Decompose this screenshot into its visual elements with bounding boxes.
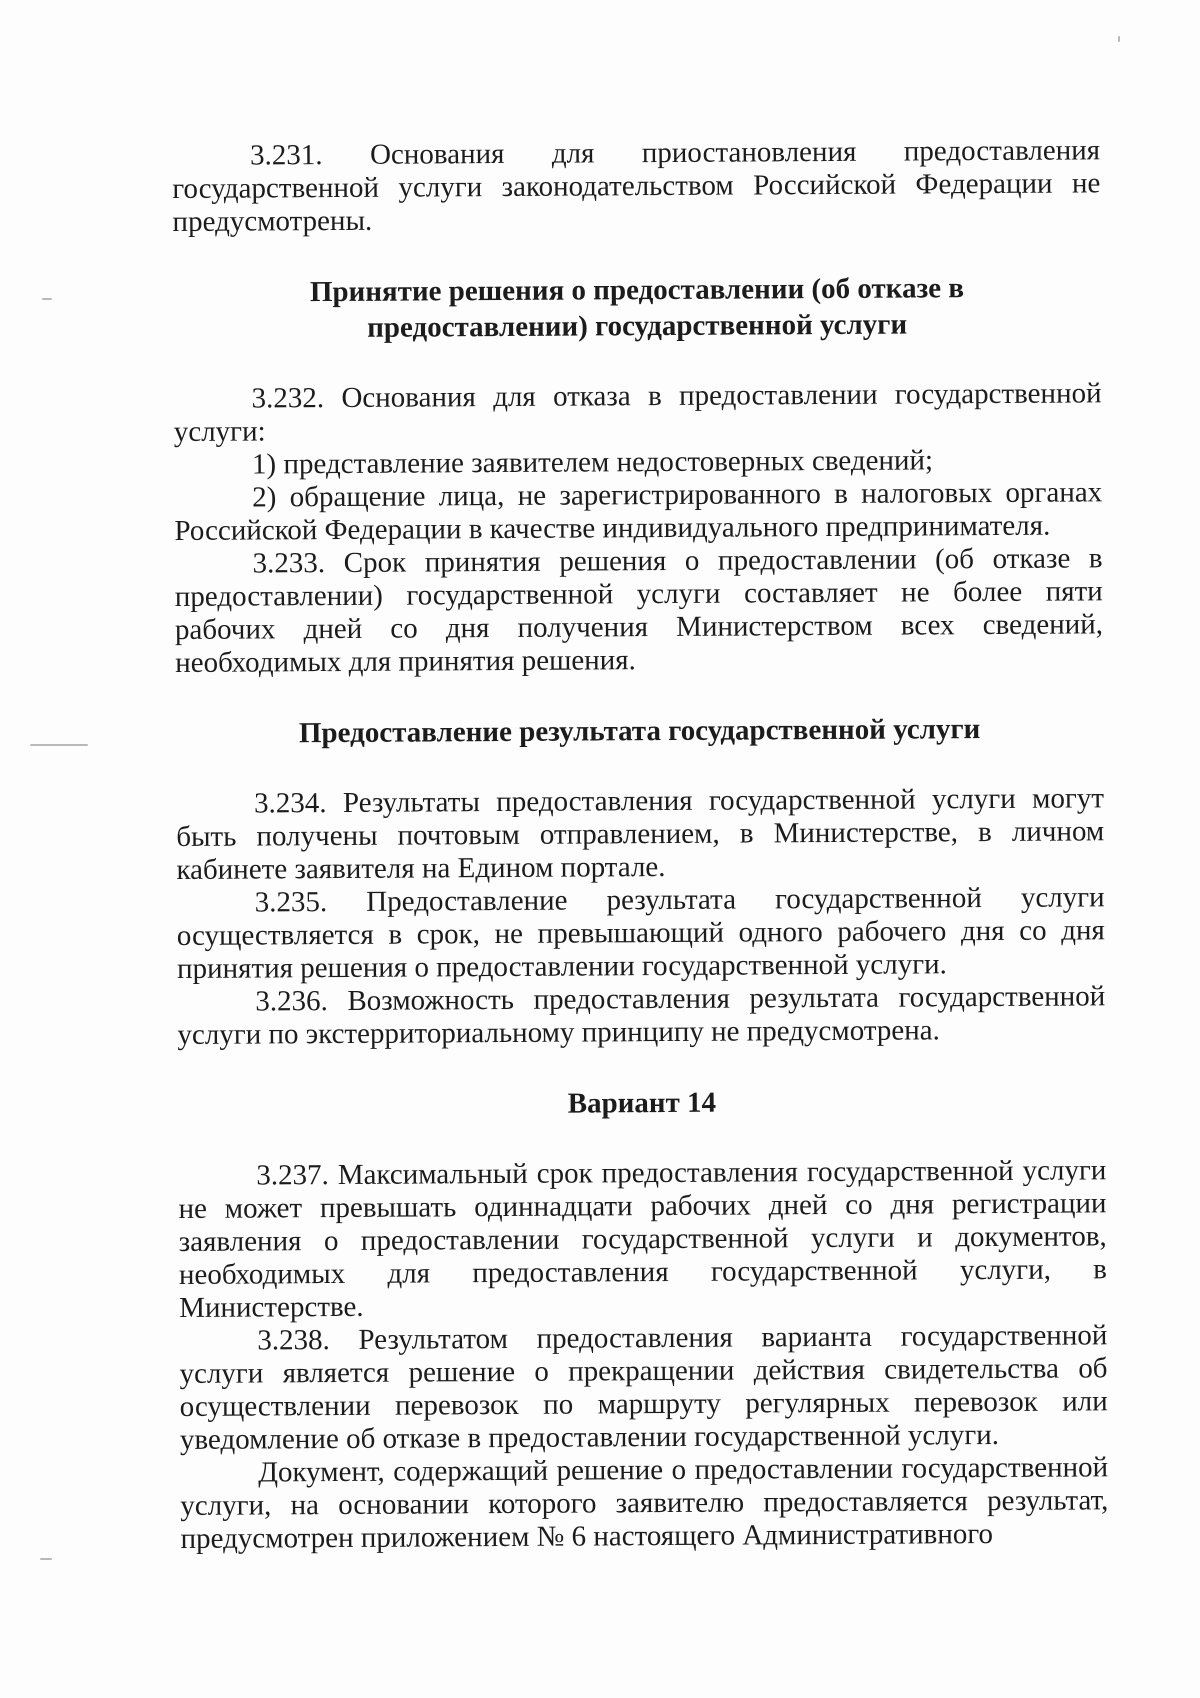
- spacer: [178, 1046, 1106, 1088]
- spacer: [178, 1118, 1106, 1160]
- spacer: [176, 746, 1104, 788]
- section-heading-variant: Вариант 14: [567, 1086, 717, 1120]
- paragraph-3-235: 3.235. Предоставление результата государственной услуги осуществляется в срок, не превышающий одного рабочего дня со дня принятия решения о предоставлении государственной услуги.: [176, 881, 1105, 985]
- scan-speck: [42, 298, 52, 300]
- spacer: [173, 341, 1101, 383]
- paragraph-document: Документ, содержащий решение о предоставлении государственной услуги, на основании которого заявителю предоставляется результат, предусмотрен приложением № 6 настоящего Административного: [180, 1451, 1109, 1555]
- document-body: [172, 134, 1109, 1556]
- paragraph-3-233: 3.233. Срок принятия решения о предоставлении (об отказе в предоставлении) государственной услуги составляет не более пяти рабочих дней со дня получения Министерством всех сведений, необходимых для принятия решения.: [174, 542, 1104, 679]
- heading-line-1: Принятие решения о предоставлении (об отказе в: [309, 272, 965, 309]
- section-heading-decision: [173, 269, 1101, 347]
- heading-line-2: предоставлении) государственной услуги: [367, 308, 908, 344]
- paragraph-3-238: 3.238. Результатом предоставления варианта государственной услуги является решение о прекращении действия свидетельства об осуществлении перевозок по маршруту регулярных перевозок или уведомление об отказе в предоставлении государственной услуги.: [179, 1319, 1108, 1456]
- section-heading-result: Предоставление результата государственной услуги: [298, 713, 981, 750]
- paragraph-3-234: 3.234. Результаты предоставления государственной услуги могут быть получены почтовым отправлением, в Министерстве, в личном кабинете заявителя на Едином портале.: [176, 782, 1105, 886]
- paragraph-3-236: 3.236. Возможность предоставления результата государственной услуги по экстерриториальному принципу не предусмотрена.: [177, 980, 1106, 1051]
- scan-speck: [1118, 36, 1120, 42]
- paragraph-3-232: 3.232. Основания для отказа в предоставлении государственной услуги:: [173, 377, 1102, 448]
- scan-speck: [40, 1558, 52, 1560]
- spacer: [173, 233, 1101, 275]
- scan-speck: [30, 744, 88, 746]
- list-item-1: 1) представление заявителем недостоверных сведений;: [251, 444, 934, 481]
- paragraph-3-231: 3.231. Основания для приостановления предоставления государственной услуги законодательством Российской Федерации не предусмотрены.: [172, 134, 1101, 238]
- spacer: [175, 674, 1103, 716]
- list-item-2: 2) обращение лица, не зарегистрированного в налоговых органах Российской Федерации в качестве индивидуального предпринимателя.: [174, 476, 1103, 547]
- paragraph-3-237: 3.237. Максимальный срок предоставления государственной услуги не может превышать одиннадцати рабочих дней со дня регистрации заявления о предоставлении государственной услуги и документов, необходимых для предоставления государственной услуги, в Министерстве.: [178, 1154, 1108, 1324]
